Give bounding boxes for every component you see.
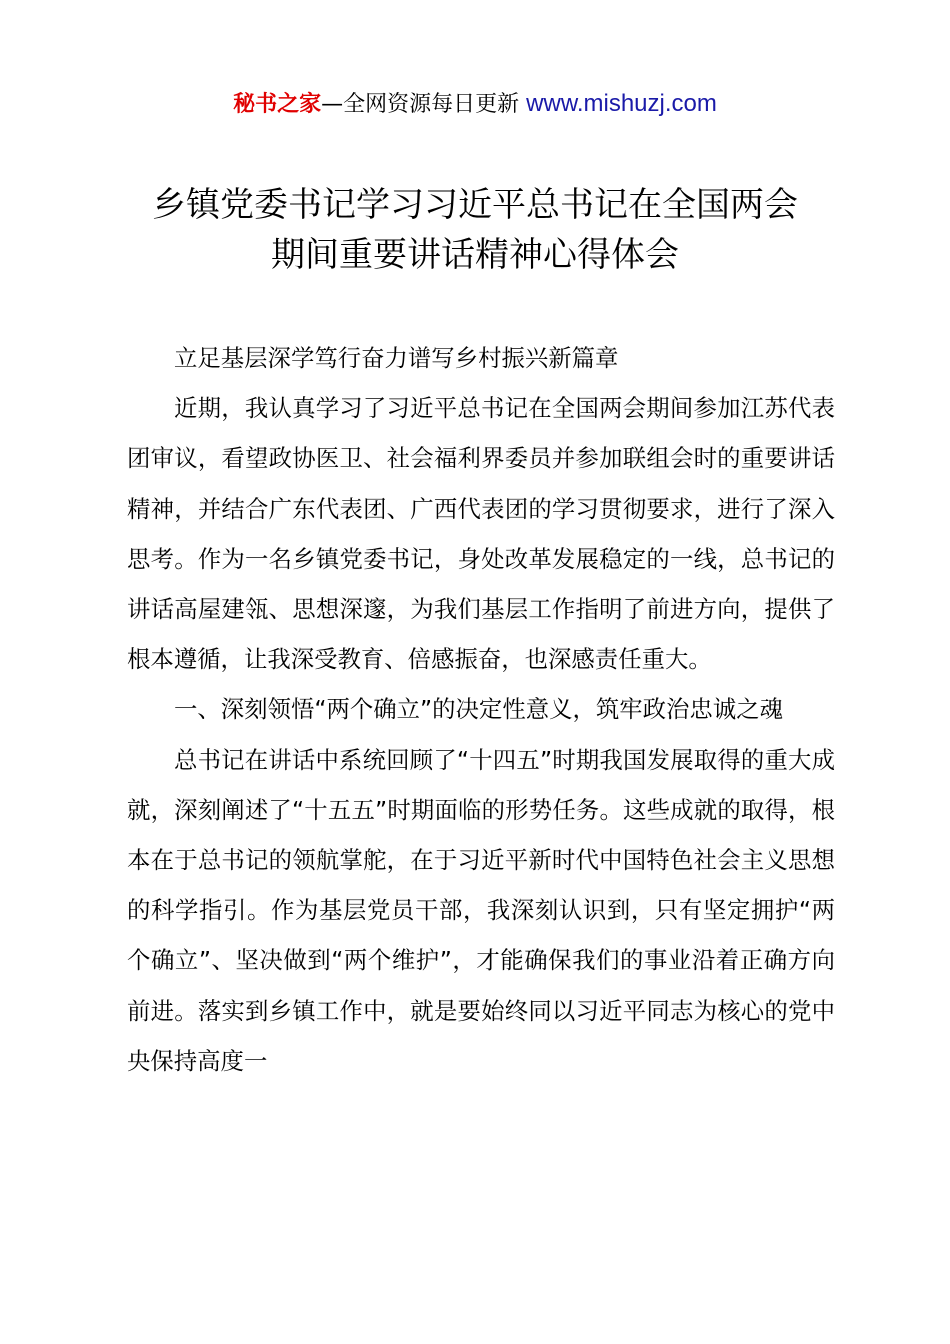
paragraph-intro: 近期，我认真学习了习近平总书记在全国两会期间参加江苏代表团审议，看望政协医卫、社会福利界委员并参加联组会时的重要讲话精神，并结合广东代表团、广西代表团的学习贯彻要求，进行了深入思考。作为一名乡镇党委书记，身处改革发展稳定的一线，总书记的讲话高屋建瓴、思想深邃，为我们基层工作指明了前进方向，提供了根本遵循，让我深受教育、倍感振奋，也深感责任重大。: [127, 394, 835, 674]
site-slogan: 全网资源每日更新: [343, 92, 520, 117]
document-subtitle: 立足基层深学笃行奋力谱写乡村振兴新篇章: [174, 344, 619, 372]
section-heading-1: 一、深刻领悟“两个确立”的决定性意义，筑牢政治忠诚之魂: [174, 695, 783, 724]
site-header: [0, 88, 950, 121]
header-dash: —: [321, 92, 344, 117]
title-line-1: 乡镇党委书记学习习近平总书记在全国两会: [152, 185, 798, 225]
site-url-link[interactable]: www.mishuzj.com: [526, 90, 717, 117]
document-body: [127, 333, 835, 1086]
paragraph-section-1: 总书记在讲话中系统回顾了“十四五”时期我国发展取得的重大成就，深刻阐述了“十五五”时期面临的形势任务。这些成就的取得，根本在于总书记的领航掌舵，在于习近平新时代中国特色社会主义思想的科学指引。作为基层党员干部，我深刻认识到，只有坚定拥护“两个确立”、坚决做到“两个维护”，才能确保我们的事业沿着正确方向前进。落实到乡镇工作中，就是要始终同以习近平同志为核心的党中央保持高度一: [127, 745, 835, 1075]
site-brand: 秘书之家: [233, 92, 322, 117]
title-line-2: 期间重要讲话精神心得体会: [271, 235, 679, 275]
document-title: [100, 180, 850, 280]
